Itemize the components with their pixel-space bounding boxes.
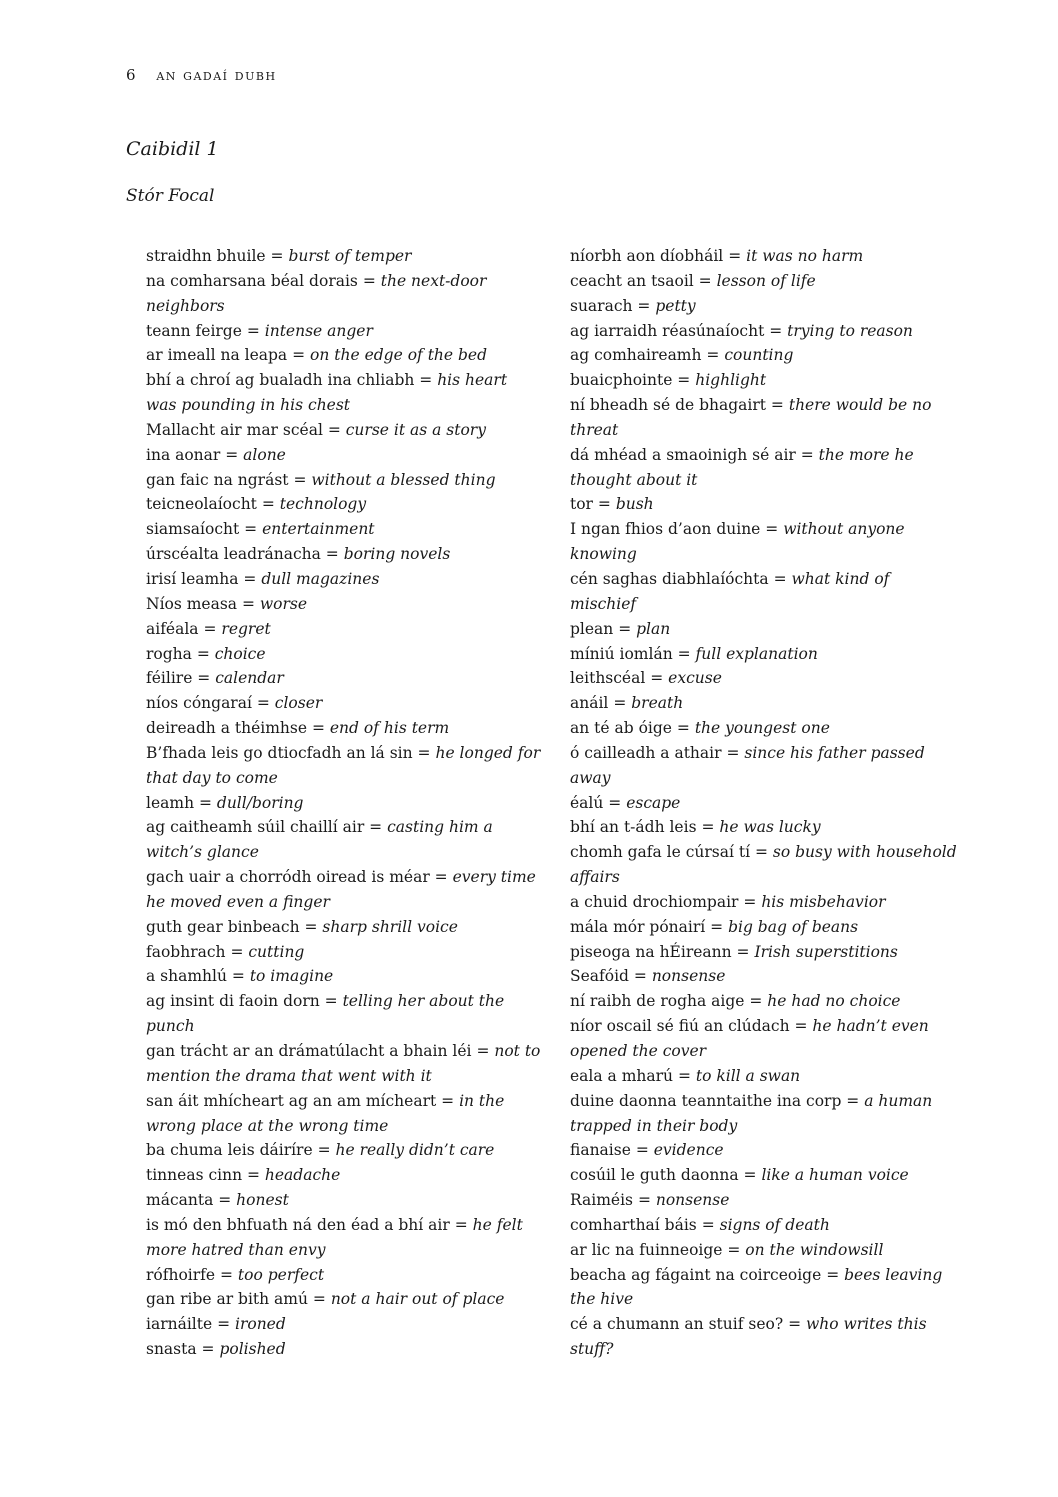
vocab-entry <box>570 1263 960 1313</box>
english-gloss: alone <box>243 445 286 464</box>
equals-sign: = <box>436 1091 460 1110</box>
irish-term: ní raibh de rogha aige <box>570 992 745 1011</box>
vocab-entry <box>146 468 541 493</box>
irish-term: suarach <box>570 296 633 315</box>
english-gloss: every time he moved even a finger <box>146 868 536 911</box>
irish-term: eala a mharú <box>570 1066 674 1085</box>
english-gloss: like a human voice <box>761 1166 909 1185</box>
vocab-entry <box>146 915 541 940</box>
equals-sign: = <box>364 818 388 837</box>
equals-sign: = <box>239 520 263 539</box>
irish-term: tor <box>570 495 593 514</box>
english-gloss: telling her about the punch <box>146 992 505 1036</box>
vocab-entry <box>570 666 960 691</box>
irish-term: ba chuma leis dáiríre <box>146 1141 313 1160</box>
vocab-entry <box>570 840 960 890</box>
english-gloss: end of his term <box>329 719 450 738</box>
irish-term: chomh gafa le cúrsaí tí <box>570 843 751 862</box>
english-gloss: boring novels <box>343 545 451 564</box>
equals-sign: = <box>288 470 312 489</box>
equals-sign: = <box>760 520 784 539</box>
english-gloss: he was lucky <box>719 818 821 837</box>
irish-term: guth gear binbeach <box>146 917 300 936</box>
irish-term: leithscéal <box>570 669 646 688</box>
english-gloss: worse <box>259 594 308 613</box>
english-gloss: dull/boring <box>216 793 304 812</box>
vocab-entry <box>570 1312 960 1362</box>
vocab-entry <box>570 815 960 840</box>
equals-sign: = <box>696 818 720 837</box>
equals-sign: = <box>319 992 343 1011</box>
equals-sign: = <box>673 1066 696 1085</box>
equals-sign: = <box>592 495 616 514</box>
vocab-entry <box>570 1064 960 1089</box>
english-gloss: since his father passed away <box>570 743 925 787</box>
irish-term: snasta <box>146 1340 197 1359</box>
equals-sign: = <box>783 1315 806 1334</box>
irish-term: tinneas cinn <box>146 1166 243 1185</box>
english-gloss: entertainment <box>262 520 375 539</box>
vocab-entry <box>570 443 960 493</box>
irish-term: Seafóid <box>570 967 629 986</box>
english-gloss: not a hair out of place <box>330 1290 505 1309</box>
english-gloss: not to mention the drama that went with it <box>146 1042 541 1085</box>
vocab-entry <box>570 343 960 368</box>
english-gloss: escape <box>626 793 681 812</box>
irish-term: plean <box>570 619 614 638</box>
vocab-entry <box>570 791 960 816</box>
equals-sign: = <box>821 1265 845 1284</box>
english-gloss: curse it as a story <box>345 420 486 439</box>
english-gloss: he had no choice <box>767 992 901 1011</box>
vocab-entry <box>146 319 541 344</box>
english-gloss: his misbehavior <box>761 892 886 911</box>
english-gloss: too perfect <box>237 1265 325 1284</box>
irish-term: deireadh a théimhse <box>146 719 308 738</box>
english-gloss: it was no harm <box>746 247 864 265</box>
vocab-entry <box>146 418 541 443</box>
chapter-title: Caibidil 1 <box>126 138 219 160</box>
irish-term: aiféala <box>146 619 199 638</box>
vocab-entry <box>146 691 541 716</box>
irish-term: bhí an t-ádh leis <box>570 818 697 837</box>
irish-term: gan trácht ar an drámatúlacht a bhain léi <box>146 1042 472 1060</box>
vocab-entry <box>570 269 960 294</box>
english-gloss: calendar <box>215 669 284 688</box>
english-gloss: excuse <box>668 669 722 688</box>
english-gloss: headache <box>264 1166 341 1185</box>
equals-sign: = <box>603 793 627 812</box>
equals-sign: = <box>226 967 250 986</box>
irish-term: ag comhaireamh <box>570 346 702 365</box>
irish-term: an té ab óige <box>570 719 672 738</box>
running-title: an gadaí dubh <box>156 66 277 84</box>
irish-term: ceacht an tsaoil <box>570 271 694 290</box>
vocab-entry <box>570 691 960 716</box>
equals-sign: = <box>633 1191 656 1210</box>
equals-sign: = <box>613 619 637 638</box>
vocab-entry <box>146 865 541 915</box>
irish-term: ina aonar <box>146 445 221 464</box>
vocab-entry <box>146 1287 541 1312</box>
equals-sign: = <box>630 1141 654 1160</box>
vocab-entry <box>570 1089 960 1139</box>
english-gloss: his heart was pounding in his chest <box>146 371 508 415</box>
equals-sign: = <box>251 694 275 713</box>
english-gloss: full explanation <box>695 644 818 663</box>
equals-sign: = <box>766 396 789 415</box>
irish-term: leamh <box>146 793 195 812</box>
vocab-entry <box>570 1014 960 1064</box>
vocab-entry <box>146 741 541 791</box>
english-gloss: what kind of mischief <box>570 569 890 613</box>
english-gloss: closer <box>274 694 323 713</box>
equals-sign: = <box>628 967 652 986</box>
equals-sign: = <box>705 917 729 936</box>
vocab-entry <box>146 989 541 1039</box>
equals-sign: = <box>795 445 819 464</box>
english-gloss: highlight <box>695 371 767 390</box>
vocab-entry <box>570 1213 960 1238</box>
english-gloss: counting <box>724 346 794 365</box>
equals-sign: = <box>213 1191 237 1210</box>
equals-sign: = <box>414 371 438 390</box>
english-gloss: a human trapped in their body <box>570 1091 933 1135</box>
vocab-entry <box>146 592 541 617</box>
english-gloss: bush <box>615 495 654 514</box>
vocab-entry <box>570 915 960 940</box>
vocab-entry <box>570 1188 960 1213</box>
equals-sign: = <box>723 247 747 265</box>
equals-sign: = <box>841 1091 865 1110</box>
equals-sign: = <box>241 321 265 340</box>
equals-sign: = <box>312 1141 336 1160</box>
irish-term: na comharsana béal dorais <box>146 271 358 290</box>
vocab-entry <box>146 1138 541 1163</box>
vocab-entry <box>570 517 960 567</box>
equals-sign: = <box>671 719 695 738</box>
english-gloss: on the windowsill <box>745 1240 884 1259</box>
vocab-entry <box>570 1138 960 1163</box>
vocab-entry <box>570 368 960 393</box>
irish-term: úrscéalta leadránacha <box>146 545 321 564</box>
equals-sign: = <box>722 1240 746 1259</box>
equals-sign: = <box>220 445 244 464</box>
irish-term: teicneolaíocht <box>146 495 257 514</box>
irish-term: mácanta <box>146 1191 214 1210</box>
equals-sign: = <box>645 669 669 688</box>
english-gloss: he really didn’t care <box>335 1141 495 1160</box>
english-gloss: evidence <box>653 1141 724 1160</box>
irish-term: mála mór pónairí <box>570 917 706 936</box>
equals-sign: = <box>287 346 311 365</box>
irish-term: míniú iomlán <box>570 644 673 663</box>
english-gloss: ironed <box>235 1315 286 1334</box>
irish-term: siamsaíocht <box>146 520 240 539</box>
english-gloss: Irish superstitions <box>754 942 898 961</box>
equals-sign: = <box>191 644 215 663</box>
irish-term: I ngan fhios d’aon duine <box>570 520 761 539</box>
equals-sign: = <box>429 868 453 887</box>
vocab-entry <box>570 319 960 344</box>
equals-sign: = <box>750 843 773 862</box>
irish-term: ar lic na fuinneoige <box>570 1240 723 1259</box>
english-gloss: regret <box>221 619 271 638</box>
running-head <box>126 66 277 84</box>
vocab-entry <box>570 617 960 642</box>
irish-term: bhí a chroí ag bualadh ina chliabh <box>146 371 415 390</box>
english-gloss: who writes this stuff? <box>570 1315 927 1359</box>
vocab-entry <box>570 393 960 443</box>
vocab-entry <box>146 1163 541 1188</box>
equals-sign: = <box>744 992 768 1011</box>
english-gloss: the youngest one <box>694 719 830 738</box>
equals-sign: = <box>194 793 217 812</box>
equals-sign: = <box>449 1215 473 1234</box>
vocab-entry <box>146 1188 541 1213</box>
vocab-entry <box>146 1213 541 1263</box>
vocab-entry <box>146 244 541 269</box>
vocab-entry <box>570 642 960 667</box>
equals-sign: = <box>632 296 656 315</box>
equals-sign: = <box>789 1017 813 1036</box>
english-gloss: in the wrong place at the wrong time <box>146 1091 505 1135</box>
irish-term: ag caitheamh súil chaillí air <box>146 818 365 837</box>
equals-sign: = <box>738 892 762 911</box>
equals-sign: = <box>320 545 344 564</box>
vocab-entry <box>146 542 541 567</box>
equals-sign: = <box>307 719 330 738</box>
equals-sign: = <box>672 371 696 390</box>
irish-term: gan ribe ar bith amú <box>146 1290 308 1309</box>
equals-sign: = <box>738 1166 762 1185</box>
equals-sign: = <box>192 669 216 688</box>
vocab-entry <box>570 567 960 617</box>
english-gloss: honest <box>236 1191 289 1210</box>
english-gloss: he longed for that day to come <box>146 743 541 787</box>
vocab-entry <box>570 244 960 269</box>
irish-term: buaicphointe <box>570 371 673 390</box>
equals-sign: = <box>672 644 696 663</box>
equals-sign: = <box>215 1265 238 1284</box>
irish-term: ó cailleadh a athair <box>570 743 722 762</box>
vocab-entry <box>146 269 541 319</box>
english-gloss: the next-door neighbors <box>146 271 487 315</box>
vocab-entry <box>570 964 960 989</box>
english-gloss: there would be no threat <box>570 396 932 439</box>
irish-term: irisí leamha <box>146 569 239 588</box>
irish-term: ar imeall na leapa <box>146 346 288 365</box>
irish-term: comharthaí báis <box>570 1215 697 1234</box>
equals-sign: = <box>721 743 745 762</box>
vocab-entry <box>146 343 541 368</box>
equals-sign: = <box>764 321 788 340</box>
vocab-entry <box>146 1312 541 1337</box>
equals-sign: = <box>322 420 346 439</box>
irish-term: níor oscail sé fiú an clúdach <box>570 1017 790 1036</box>
equals-sign: = <box>693 271 717 290</box>
irish-term: piseoga na hÉireann <box>570 942 732 961</box>
english-gloss: signs of death <box>719 1215 830 1234</box>
equals-sign: = <box>608 694 632 713</box>
english-gloss: casting him a witch’s glance <box>146 818 493 862</box>
vocab-entry <box>570 492 960 517</box>
irish-term: ag iarraidh réasúnaíocht <box>570 321 765 340</box>
vocab-entry <box>146 666 541 691</box>
english-gloss: to imagine <box>249 967 334 986</box>
vocab-entry <box>146 1337 541 1362</box>
irish-term: Mallacht air mar scéal <box>146 420 323 439</box>
english-gloss: petty <box>655 296 696 315</box>
irish-term: níos cóngaraí <box>146 694 252 713</box>
english-gloss: sharp shrill voice <box>322 917 458 936</box>
english-gloss: dull magazines <box>261 569 380 588</box>
irish-term: faobhrach <box>146 942 226 961</box>
vocab-entry <box>570 716 960 741</box>
vocab-entry <box>146 642 541 667</box>
irish-term: cén saghas diabhlaíóchta <box>570 569 769 588</box>
equals-sign: = <box>265 247 289 265</box>
equals-sign: = <box>198 619 222 638</box>
vocab-entry <box>570 1238 960 1263</box>
vocab-column-left <box>146 244 541 1362</box>
equals-sign: = <box>237 594 260 613</box>
irish-term: teann feirge <box>146 321 242 340</box>
vocab-entry <box>146 1263 541 1288</box>
equals-sign: = <box>242 1166 265 1185</box>
english-gloss: nonsense <box>651 967 726 986</box>
vocab-entry <box>570 940 960 965</box>
vocab-entry <box>570 741 960 791</box>
irish-term: féilire <box>146 669 193 688</box>
irish-term: cé a chumann an stuif seo? <box>570 1315 784 1334</box>
vocab-entry <box>146 617 541 642</box>
irish-term: a chuid drochiompair <box>570 892 739 911</box>
equals-sign: = <box>696 1215 720 1234</box>
irish-term: Níos measa <box>146 594 238 613</box>
equals-sign: = <box>731 942 755 961</box>
irish-term: san áit mhícheart ag an am mícheart <box>146 1091 437 1110</box>
irish-term: straidhn bhuile <box>146 247 266 265</box>
equals-sign: = <box>412 743 436 762</box>
english-gloss: nonsense <box>655 1191 730 1210</box>
equals-sign: = <box>768 569 792 588</box>
irish-term: B’fhada leis go dtiocfadh an lá sin <box>146 743 413 762</box>
vocab-entry <box>146 443 541 468</box>
english-gloss: on the edge of the bed <box>310 346 488 365</box>
vocab-entry <box>570 294 960 319</box>
equals-sign: = <box>307 1290 331 1309</box>
english-gloss: so busy with household affairs <box>570 843 957 887</box>
irish-term: iarnáilte <box>146 1315 213 1334</box>
english-gloss: big bag of beans <box>728 917 859 936</box>
irish-term: anáil <box>570 694 609 713</box>
vocab-entry <box>146 716 541 741</box>
vocab-entry <box>570 989 960 1014</box>
vocab-entry <box>146 1039 541 1089</box>
irish-term: rófhoirfe <box>146 1265 216 1284</box>
english-gloss: bees leaving the hive <box>570 1265 943 1309</box>
vocab-column-right <box>570 244 960 1362</box>
equals-sign: = <box>701 346 725 365</box>
irish-term: éalú <box>570 793 604 812</box>
irish-term: a shamhlú <box>146 967 227 986</box>
page-number: 6 <box>126 66 137 84</box>
irish-term: beacha ag fágaint na coirceoige <box>570 1265 822 1284</box>
equals-sign: = <box>238 569 262 588</box>
english-gloss: cutting <box>248 942 305 961</box>
vocab-entry <box>146 368 541 418</box>
english-gloss: he hadn’t even opened the cover <box>570 1017 929 1060</box>
vocab-entry <box>146 964 541 989</box>
equals-sign: = <box>256 495 280 514</box>
vocab-entry <box>146 940 541 965</box>
vocab-entry <box>146 517 541 542</box>
irish-term: dá mhéad a smaoinigh sé air <box>570 445 796 464</box>
vocab-entry <box>146 815 541 865</box>
vocab-entry <box>570 890 960 915</box>
irish-term: is mó den bhfuath ná den éad a bhí air <box>146 1215 450 1234</box>
english-gloss: burst of temper <box>288 247 412 265</box>
equals-sign: = <box>357 271 381 290</box>
english-gloss: technology <box>279 495 367 514</box>
english-gloss: without anyone knowing <box>570 520 905 564</box>
vocab-entry <box>146 1089 541 1139</box>
irish-term: níorbh aon díobháil <box>570 247 724 265</box>
english-gloss: breath <box>631 694 684 713</box>
english-gloss: intense anger <box>264 321 373 340</box>
equals-sign: = <box>299 917 323 936</box>
equals-sign: = <box>225 942 249 961</box>
english-gloss: plan <box>636 619 671 638</box>
irish-term: Raiméis <box>570 1191 634 1210</box>
english-gloss: without a blessed thing <box>311 470 496 489</box>
equals-sign: = <box>471 1042 495 1060</box>
vocab-entry <box>570 1163 960 1188</box>
section-title: Stór Focal <box>126 186 215 206</box>
english-gloss: polished <box>219 1340 286 1359</box>
irish-term: gan faic na ngrást <box>146 470 289 489</box>
english-gloss: to kill a swan <box>695 1066 801 1085</box>
english-gloss: he felt more hatred than envy <box>146 1215 523 1259</box>
english-gloss: choice <box>214 644 266 663</box>
vocab-entry <box>146 567 541 592</box>
irish-term: ag insint di faoin dorn <box>146 992 320 1011</box>
irish-term: duine daonna teanntaithe ina corp <box>570 1091 842 1110</box>
irish-term: fianaise <box>570 1141 631 1160</box>
english-gloss: the more he thought about it <box>570 445 914 489</box>
english-gloss: lesson of life <box>716 271 816 290</box>
vocab-entry <box>146 492 541 517</box>
equals-sign: = <box>196 1340 220 1359</box>
irish-term: rogha <box>146 644 192 663</box>
irish-term: gach uair a chorródh oiread is méar <box>146 868 430 887</box>
vocab-entry <box>146 791 541 816</box>
equals-sign: = <box>212 1315 235 1334</box>
irish-term: cosúil le guth daonna <box>570 1166 739 1185</box>
irish-term: ní bheadh sé de bhagairt <box>570 396 766 415</box>
english-gloss: trying to reason <box>787 321 913 340</box>
